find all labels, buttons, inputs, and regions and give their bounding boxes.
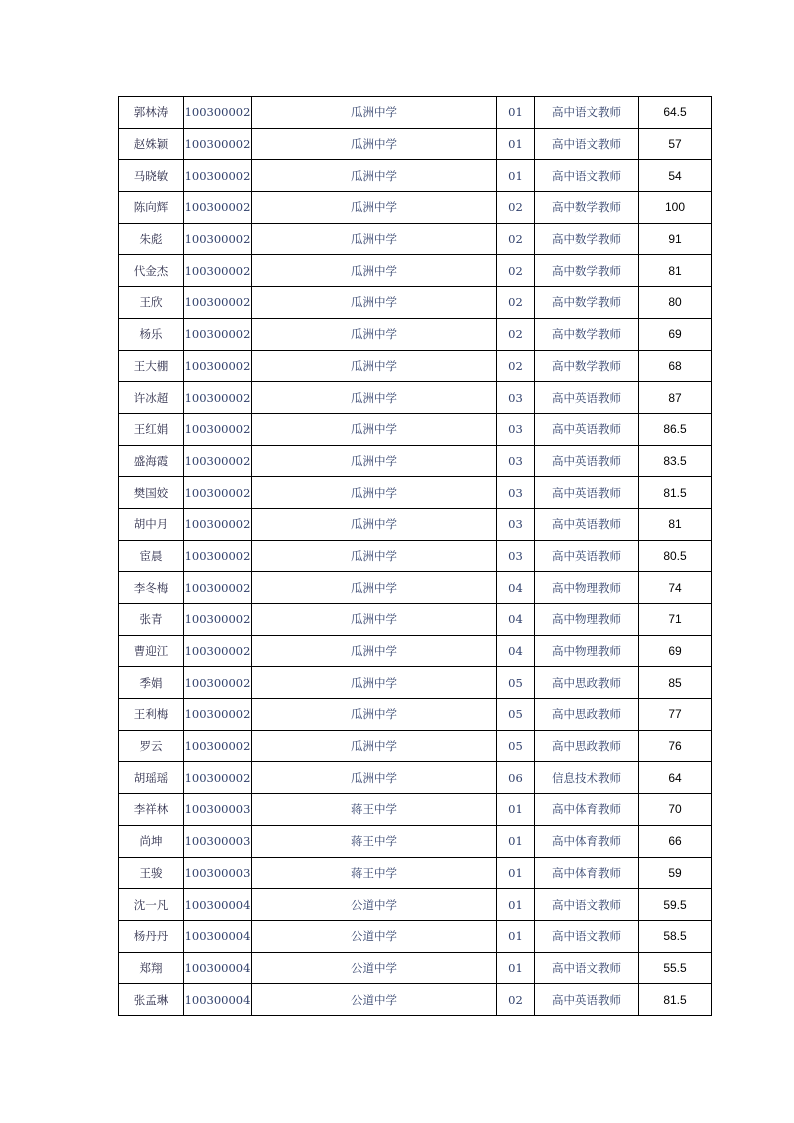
unit-code-cell: 100300002	[184, 128, 252, 160]
table-row	[119, 762, 712, 794]
candidate-name-cell: 赵姝颖	[119, 128, 184, 160]
table-row	[119, 508, 712, 540]
position-cell: 高中英语教师	[535, 508, 639, 540]
table-row	[119, 97, 712, 129]
school-cell: 瓜洲中学	[252, 350, 497, 382]
score-cell: 68	[639, 350, 712, 382]
table-row	[119, 160, 712, 192]
score-cell: 66	[639, 825, 712, 857]
table-row	[119, 255, 712, 287]
unit-code-cell: 100300002	[184, 97, 252, 129]
post-code-cell: 04	[497, 572, 535, 604]
score-cell: 71	[639, 604, 712, 636]
table-row	[119, 287, 712, 319]
position-cell: 高中语文教师	[535, 952, 639, 984]
candidate-name-cell: 马晓敏	[119, 160, 184, 192]
table-row	[119, 699, 712, 731]
table-row	[119, 540, 712, 572]
position-cell: 高中物理教师	[535, 572, 639, 604]
post-code-cell: 05	[497, 699, 535, 731]
score-cell: 86.5	[639, 413, 712, 445]
score-cell: 80.5	[639, 540, 712, 572]
school-cell: 瓜洲中学	[252, 572, 497, 604]
candidate-name-cell: 胡瑶瑶	[119, 762, 184, 794]
unit-code-cell: 100300002	[184, 318, 252, 350]
score-cell: 81	[639, 255, 712, 287]
candidate-name-cell: 王欣	[119, 287, 184, 319]
table-row	[119, 952, 712, 984]
post-code-cell: 02	[497, 350, 535, 382]
post-code-cell: 02	[497, 255, 535, 287]
unit-code-cell: 100300002	[184, 192, 252, 224]
post-code-cell: 05	[497, 730, 535, 762]
score-cell: 70	[639, 794, 712, 826]
candidate-name-cell: 郭林涛	[119, 97, 184, 129]
candidate-name-cell: 张青	[119, 604, 184, 636]
school-cell: 瓜洲中学	[252, 413, 497, 445]
post-code-cell: 02	[497, 287, 535, 319]
post-code-cell: 04	[497, 604, 535, 636]
post-code-cell: 02	[497, 223, 535, 255]
post-code-cell: 01	[497, 920, 535, 952]
post-code-cell: 01	[497, 128, 535, 160]
table-row	[119, 477, 712, 509]
table-row	[119, 445, 712, 477]
post-code-cell: 01	[497, 794, 535, 826]
unit-code-cell: 100300002	[184, 413, 252, 445]
school-cell: 蒋王中学	[252, 794, 497, 826]
school-cell: 瓜洲中学	[252, 445, 497, 477]
candidate-name-cell: 李冬梅	[119, 572, 184, 604]
position-cell: 高中体育教师	[535, 857, 639, 889]
school-cell: 瓜洲中学	[252, 508, 497, 540]
post-code-cell: 01	[497, 857, 535, 889]
table-body	[119, 97, 712, 1016]
unit-code-cell: 100300004	[184, 952, 252, 984]
score-cell: 54	[639, 160, 712, 192]
post-code-cell: 02	[497, 984, 535, 1016]
position-cell: 高中数学教师	[535, 350, 639, 382]
unit-code-cell: 100300002	[184, 762, 252, 794]
unit-code-cell: 100300002	[184, 699, 252, 731]
candidate-name-cell: 沈一凡	[119, 889, 184, 921]
school-cell: 瓜洲中学	[252, 635, 497, 667]
candidate-name-cell: 王红娟	[119, 413, 184, 445]
candidate-name-cell: 陈向辉	[119, 192, 184, 224]
position-cell: 高中思政教师	[535, 667, 639, 699]
score-cell: 87	[639, 382, 712, 414]
school-cell: 公道中学	[252, 920, 497, 952]
table-row	[119, 413, 712, 445]
candidate-name-cell: 郑翔	[119, 952, 184, 984]
unit-code-cell: 100300002	[184, 477, 252, 509]
position-cell: 高中体育教师	[535, 794, 639, 826]
table-row	[119, 192, 712, 224]
candidate-name-cell: 王骏	[119, 857, 184, 889]
post-code-cell: 05	[497, 667, 535, 699]
school-cell: 瓜洲中学	[252, 604, 497, 636]
position-cell: 高中物理教师	[535, 635, 639, 667]
candidate-name-cell: 樊国姣	[119, 477, 184, 509]
school-cell: 瓜洲中学	[252, 255, 497, 287]
score-cell: 59.5	[639, 889, 712, 921]
school-cell: 瓜洲中学	[252, 223, 497, 255]
position-cell: 高中数学教师	[535, 255, 639, 287]
score-cell: 77	[639, 699, 712, 731]
unit-code-cell: 100300002	[184, 223, 252, 255]
post-code-cell: 02	[497, 192, 535, 224]
school-cell: 瓜洲中学	[252, 477, 497, 509]
position-cell: 高中语文教师	[535, 920, 639, 952]
position-cell: 高中英语教师	[535, 477, 639, 509]
school-cell: 瓜洲中学	[252, 318, 497, 350]
score-cell: 85	[639, 667, 712, 699]
school-cell: 瓜洲中学	[252, 160, 497, 192]
position-cell: 高中英语教师	[535, 984, 639, 1016]
score-cell: 81	[639, 508, 712, 540]
position-cell: 高中语文教师	[535, 889, 639, 921]
score-cell: 83.5	[639, 445, 712, 477]
post-code-cell: 03	[497, 445, 535, 477]
score-cell: 59	[639, 857, 712, 889]
results-table	[118, 96, 712, 1016]
unit-code-cell: 100300003	[184, 794, 252, 826]
position-cell: 高中语文教师	[535, 97, 639, 129]
table-row	[119, 794, 712, 826]
unit-code-cell: 100300004	[184, 984, 252, 1016]
unit-code-cell: 100300002	[184, 160, 252, 192]
candidate-name-cell: 代金杰	[119, 255, 184, 287]
post-code-cell: 03	[497, 508, 535, 540]
post-code-cell: 06	[497, 762, 535, 794]
candidate-name-cell: 王利梅	[119, 699, 184, 731]
position-cell: 高中体育教师	[535, 825, 639, 857]
candidate-name-cell: 许冰超	[119, 382, 184, 414]
candidate-name-cell: 朱彪	[119, 223, 184, 255]
table-row	[119, 382, 712, 414]
candidate-name-cell: 盛海霞	[119, 445, 184, 477]
unit-code-cell: 100300002	[184, 382, 252, 414]
unit-code-cell: 100300004	[184, 889, 252, 921]
school-cell: 瓜洲中学	[252, 128, 497, 160]
candidate-name-cell: 罗云	[119, 730, 184, 762]
candidate-name-cell: 张孟琳	[119, 984, 184, 1016]
unit-code-cell: 100300002	[184, 287, 252, 319]
unit-code-cell: 100300002	[184, 635, 252, 667]
school-cell: 瓜洲中学	[252, 382, 497, 414]
post-code-cell: 01	[497, 97, 535, 129]
unit-code-cell: 100300002	[184, 667, 252, 699]
unit-code-cell: 100300002	[184, 730, 252, 762]
unit-code-cell: 100300002	[184, 540, 252, 572]
unit-code-cell: 100300002	[184, 445, 252, 477]
school-cell: 瓜洲中学	[252, 192, 497, 224]
score-cell: 81.5	[639, 477, 712, 509]
unit-code-cell: 100300004	[184, 920, 252, 952]
position-cell: 高中语文教师	[535, 160, 639, 192]
position-cell: 高中数学教师	[535, 318, 639, 350]
candidate-name-cell: 李祥林	[119, 794, 184, 826]
candidate-name-cell: 王大棚	[119, 350, 184, 382]
score-cell: 57	[639, 128, 712, 160]
table-row	[119, 667, 712, 699]
table-row	[119, 825, 712, 857]
table-row	[119, 635, 712, 667]
table-row	[119, 730, 712, 762]
post-code-cell: 01	[497, 952, 535, 984]
table-row	[119, 223, 712, 255]
table-row	[119, 128, 712, 160]
score-cell: 74	[639, 572, 712, 604]
school-cell: 瓜洲中学	[252, 667, 497, 699]
score-cell: 69	[639, 318, 712, 350]
school-cell: 瓜洲中学	[252, 287, 497, 319]
candidate-name-cell: 尚坤	[119, 825, 184, 857]
score-cell: 69	[639, 635, 712, 667]
score-cell: 76	[639, 730, 712, 762]
post-code-cell: 03	[497, 413, 535, 445]
position-cell: 高中语文教师	[535, 128, 639, 160]
candidate-name-cell: 胡中月	[119, 508, 184, 540]
post-code-cell: 02	[497, 318, 535, 350]
candidate-name-cell: 宦晨	[119, 540, 184, 572]
post-code-cell: 04	[497, 635, 535, 667]
post-code-cell: 03	[497, 540, 535, 572]
position-cell: 高中英语教师	[535, 382, 639, 414]
score-cell: 81.5	[639, 984, 712, 1016]
score-cell: 64.5	[639, 97, 712, 129]
table-row	[119, 318, 712, 350]
school-cell: 瓜洲中学	[252, 762, 497, 794]
score-cell: 80	[639, 287, 712, 319]
table-row	[119, 604, 712, 636]
unit-code-cell: 100300002	[184, 572, 252, 604]
school-cell: 公道中学	[252, 889, 497, 921]
position-cell: 高中英语教师	[535, 540, 639, 572]
school-cell: 瓜洲中学	[252, 97, 497, 129]
candidate-name-cell: 季娟	[119, 667, 184, 699]
table-row	[119, 572, 712, 604]
school-cell: 公道中学	[252, 984, 497, 1016]
unit-code-cell: 100300002	[184, 508, 252, 540]
school-cell: 瓜洲中学	[252, 699, 497, 731]
school-cell: 蒋王中学	[252, 825, 497, 857]
post-code-cell: 03	[497, 382, 535, 414]
school-cell: 蒋王中学	[252, 857, 497, 889]
score-cell: 55.5	[639, 952, 712, 984]
position-cell: 信息技术教师	[535, 762, 639, 794]
unit-code-cell: 100300003	[184, 825, 252, 857]
position-cell: 高中思政教师	[535, 699, 639, 731]
unit-code-cell: 100300003	[184, 857, 252, 889]
position-cell: 高中思政教师	[535, 730, 639, 762]
position-cell: 高中英语教师	[535, 413, 639, 445]
candidate-name-cell: 杨丹丹	[119, 920, 184, 952]
post-code-cell: 01	[497, 825, 535, 857]
table-row	[119, 350, 712, 382]
position-cell: 高中数学教师	[535, 223, 639, 255]
school-cell: 公道中学	[252, 952, 497, 984]
score-cell: 100	[639, 192, 712, 224]
unit-code-cell: 100300002	[184, 350, 252, 382]
score-cell: 64	[639, 762, 712, 794]
candidate-name-cell: 杨乐	[119, 318, 184, 350]
school-cell: 瓜洲中学	[252, 730, 497, 762]
table-row	[119, 920, 712, 952]
post-code-cell: 01	[497, 889, 535, 921]
position-cell: 高中英语教师	[535, 445, 639, 477]
score-cell: 91	[639, 223, 712, 255]
school-cell: 瓜洲中学	[252, 540, 497, 572]
table-row	[119, 984, 712, 1016]
unit-code-cell: 100300002	[184, 604, 252, 636]
unit-code-cell: 100300002	[184, 255, 252, 287]
post-code-cell: 03	[497, 477, 535, 509]
table-row	[119, 889, 712, 921]
table-row	[119, 857, 712, 889]
position-cell: 高中物理教师	[535, 604, 639, 636]
candidate-name-cell: 曹迎江	[119, 635, 184, 667]
post-code-cell: 01	[497, 160, 535, 192]
score-cell: 58.5	[639, 920, 712, 952]
position-cell: 高中数学教师	[535, 287, 639, 319]
position-cell: 高中数学教师	[535, 192, 639, 224]
